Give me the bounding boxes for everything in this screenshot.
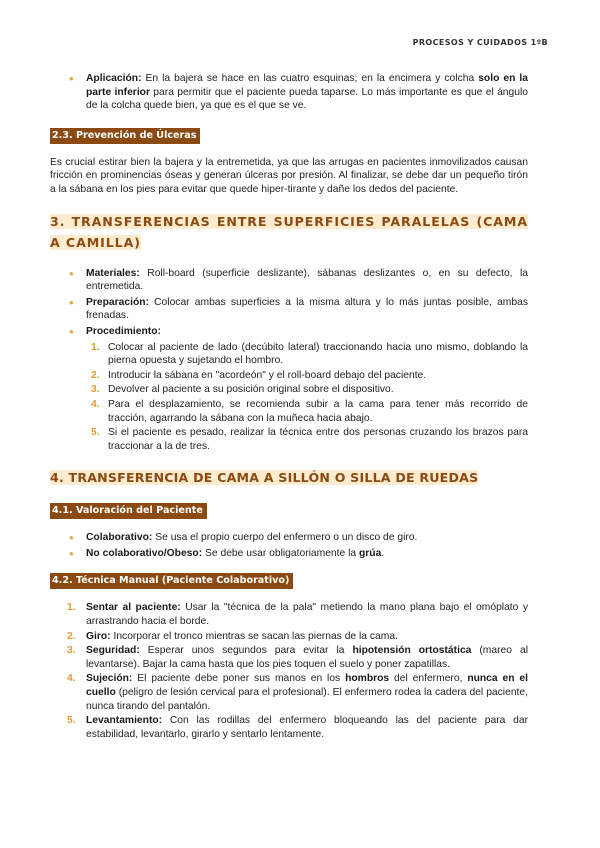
procedimiento-step	[91, 369, 528, 383]
step-number: 5.	[91, 427, 100, 439]
step-label: Sujeción:	[86, 673, 133, 685]
procedimiento-steps	[86, 341, 528, 454]
step-text: El paciente debe poner sus manos en los	[132, 673, 346, 685]
step-number: 1.	[67, 602, 76, 614]
colaborativo-item	[86, 531, 528, 545]
step-bold: hipotensión ortostática	[352, 645, 472, 657]
colaborativo-label: Colaborativo:	[86, 532, 153, 544]
procedimiento-step	[91, 341, 528, 368]
heading-section-4	[50, 467, 528, 488]
step-number: 4.	[67, 673, 76, 685]
section-3-list	[50, 267, 528, 454]
tecnica-step-3	[67, 644, 528, 671]
step-number: 2.	[91, 369, 100, 381]
colaborativo-text: Se usa el propio cuerpo del enfermero o un disco de giro.	[152, 532, 418, 544]
tecnica-step-4	[67, 672, 528, 713]
tecnica-step-2	[67, 630, 528, 644]
step-text-end: (peligro de lesión cervical para el profesional). El enfermero rodea la cadera del paciente, nunca tirando del pantalón.	[86, 687, 528, 712]
step-number: 2.	[67, 630, 76, 642]
aplicacion-text: En la bajera se hace en las cuatro esquinas; en la encimera y colcha	[141, 73, 479, 84]
grua-bold: grúa	[359, 547, 382, 559]
heading-section-3	[50, 211, 528, 253]
heading-section-3-text: 3. TRANSFERENCIAS ENTRE SUPERFICIES PARALELAS (CAMA A CAMILLA)	[50, 213, 528, 250]
preparacion-item	[86, 296, 528, 323]
step-text: Con las rodillas del enfermero bloqueando las del paciente para dar estabilidad, levantarlo, girarlo y sentarlo lentamente.	[86, 715, 528, 740]
step-text: Devolver al paciente a su posición original sobre el dispositivo.	[108, 384, 394, 396]
step-text: Incorporar el tronco mientras se sacan las piernas de la cama.	[110, 630, 398, 642]
step-label: Levantamiento:	[86, 715, 163, 727]
step-text: Esperar unos segundos para evitar la	[139, 645, 353, 657]
paragraph-2-3: Es crucial estirar bien la bajera y la entremetida, ya que las arrugas en pacientes inmovilizados causan fricción en prominencias óseas y generan úlceras por presión. Al finalizar, se debe dar un pequeño tirón a la sábana en los pies para evitar que quede hiper-tirante y dañe los dedos del paciente.	[50, 156, 528, 195]
step-text: Introducir la sábana en "acordeón" y el roll-board debajo del paciente.	[108, 369, 427, 381]
step-label: Seguridad:	[86, 645, 140, 657]
step-text: Si el paciente es pesado, realizar la técnica entre dos personas cruzando los brazos para traccionar a la de tres.	[108, 427, 528, 452]
step-text: Para el desplazamiento, se recomienda subir a la cama para tener más recorrido de tracción, agarrando la sábana con la muñeca hacia abajo.	[108, 398, 528, 424]
materiales-item	[86, 267, 528, 294]
procedimiento-label: Procedimiento:	[86, 325, 161, 337]
running-header: PROCESOS Y CUIDADOS 1ºB	[412, 38, 548, 47]
step-number: 4.	[91, 398, 100, 410]
aplicacion-text-end: para permitir que el paciente pueda taparse. Lo más importante es que el ángulo de la colcha quede bien, ya que es el que se ve.	[86, 86, 528, 112]
step-number: 1.	[91, 341, 100, 353]
step-text: Usar la "técnica de la pala" metiendo la mano plana bajo el omóplato y arrastrando hacia el borde.	[86, 602, 528, 628]
preparacion-text: Colocar ambas superficies a la misma altura y lo más juntas posible, ambas frenadas.	[86, 296, 528, 322]
heading-section-4-text: 4. TRANSFERENCIA DE CAMA A SILLÓN O SILLA DE RUEDAS	[50, 470, 479, 486]
no-colaborativo-text: Se debe usar obligatoriamente la	[202, 547, 359, 559]
step-number: 5.	[67, 715, 76, 727]
step-text-end: (mareo al levantarse). Bajar la cama hasta que los pies toquen el suelo y poner zapatillas.	[86, 645, 528, 670]
materiales-label: Materiales:	[86, 267, 140, 279]
no-colaborativo-item	[86, 547, 528, 561]
no-colaborativo-end: .	[381, 547, 385, 559]
step-label: Sentar al paciente:	[86, 602, 181, 614]
step-label: Giro:	[86, 630, 111, 642]
preparacion-label: Preparación:	[86, 296, 149, 308]
step-number: 3.	[67, 645, 76, 657]
step-bold-2: nunca en el cuello	[86, 673, 528, 699]
procedimiento-step	[91, 383, 528, 397]
tecnica-step-1	[67, 601, 528, 628]
step-number: 3.	[91, 384, 100, 396]
heading-4-1: 4.1. Valoración del Paciente	[50, 503, 207, 519]
aplicacion-list	[50, 72, 528, 113]
materiales-text: Roll-board (superficie deslizante), sábanas deslizantes o, en su defecto, la entremetida.	[86, 267, 528, 293]
page-content	[50, 72, 528, 742]
tecnica-step-5	[67, 714, 528, 741]
step-text: Colocar al paciente de lado (decúbito lateral) traccionando hacia uno mismo, doblando la pierna opuesta y sujetando el hombro.	[108, 341, 528, 367]
aplicacion-label: Aplicación:	[86, 73, 142, 84]
step-bold: hombros	[345, 673, 390, 685]
procedimiento-step	[91, 398, 528, 425]
step-text-mid: del enfermero,	[389, 673, 468, 685]
section-4-1-list	[50, 531, 528, 560]
procedimiento-step	[91, 426, 528, 453]
no-colaborativo-label: No colaborativo/Obeso:	[86, 547, 203, 559]
procedimiento-item	[86, 325, 528, 453]
aplicacion-bold: solo en la parte inferior	[86, 73, 529, 98]
aplicacion-item	[86, 72, 528, 113]
section-4-2-steps	[50, 601, 528, 741]
heading-4-2: 4.2. Técnica Manual (Paciente Colaborativo)	[50, 573, 293, 589]
heading-2-3: 2.3. Prevención de Úlceras	[50, 128, 200, 144]
